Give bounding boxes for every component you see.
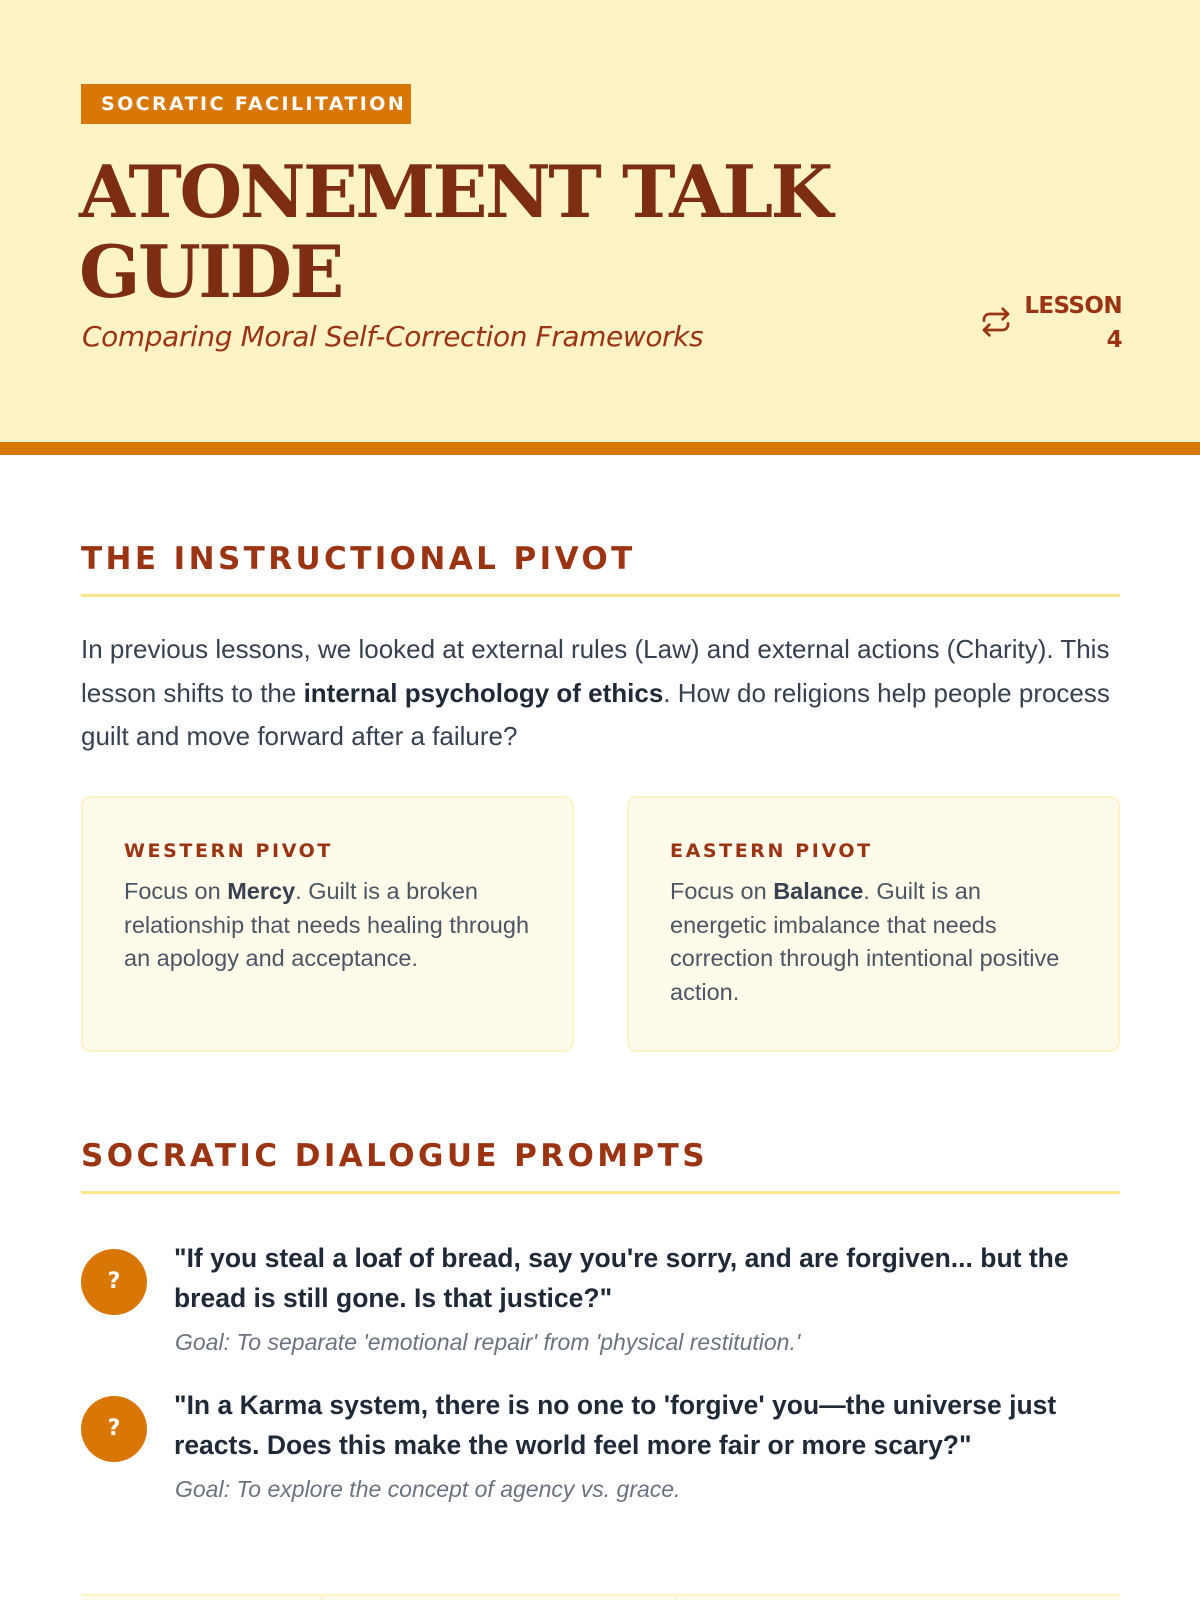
card-text: [670, 875, 1078, 1009]
card-text-post: . Guilt is a broken relationship that needs healing through an apology and acceptance.: [124, 878, 530, 971]
card-keyword: Mercy: [227, 878, 296, 904]
western-pivot-card: [81, 796, 574, 1052]
category-badge: SOCRATIC FACILITATION: [81, 84, 411, 124]
intro-paragraph: [81, 628, 1126, 759]
next-section-table-edge: [81, 1594, 1120, 1600]
prompt-goal: Goal: To separate 'emotional repair' from 'physical restitution.': [175, 1329, 801, 1355]
page-subtitle: Comparing Moral Self-Correction Frameworks: [82, 320, 704, 353]
prompt-goal: Goal: To explore the concept of agency vs. grace.: [175, 1476, 681, 1502]
intro-text-end: . How do religions help people process guilt and move forward after a failure?: [81, 677, 1110, 751]
lesson-label: LESSON: [1024, 293, 1122, 319]
section-heading-pivot: THE INSTRUCTIONAL PIVOT: [81, 541, 636, 577]
card-text-pre: Focus on: [124, 878, 228, 904]
intro-emphasis: internal psychology of ethics: [303, 677, 664, 708]
card-text-post: . Guilt is an energetic imbalance that needs correction through intentional positive action.: [670, 878, 1060, 1005]
page-title: ATONEMENT TALK GUIDE: [79, 149, 831, 314]
card-text-pre: Focus on: [670, 878, 774, 904]
lesson-indicator: [1024, 289, 1122, 357]
table-column-divider: [675, 1596, 677, 1600]
table-column-divider: [321, 1596, 323, 1600]
prompt-question: "If you steal a loaf of bread, say you're sorry, and are forgiven... but the bread is still gone. Is that justice?": [174, 1243, 1069, 1313]
card-title: WESTERN PIVOT: [124, 840, 333, 862]
question-mark-icon: ?: [81, 1396, 147, 1462]
header-banner: [0, 0, 1200, 455]
lesson-number: 4: [1106, 327, 1122, 353]
intro-text: In previous lessons, we looked at external rules (Law) and external actions (Charity). This lesson shifts to the: [81, 634, 1110, 708]
card-text: [124, 875, 532, 976]
section-divider: [81, 1191, 1120, 1194]
prompt-question: "In a Karma system, there is no one to 'forgive' you—the universe just reacts. Does this make the world feel more fair or more scary?": [174, 1390, 1057, 1460]
card-keyword: Balance: [773, 878, 864, 904]
section-heading-dialogue: SOCRATIC DIALOGUE PROMPTS: [81, 1138, 708, 1174]
section-divider: [81, 594, 1120, 597]
eastern-pivot-card: [627, 796, 1120, 1052]
question-mark-icon: ?: [81, 1249, 147, 1315]
card-title: EASTERN PIVOT: [670, 840, 873, 862]
repeat-icon: [980, 306, 1012, 338]
